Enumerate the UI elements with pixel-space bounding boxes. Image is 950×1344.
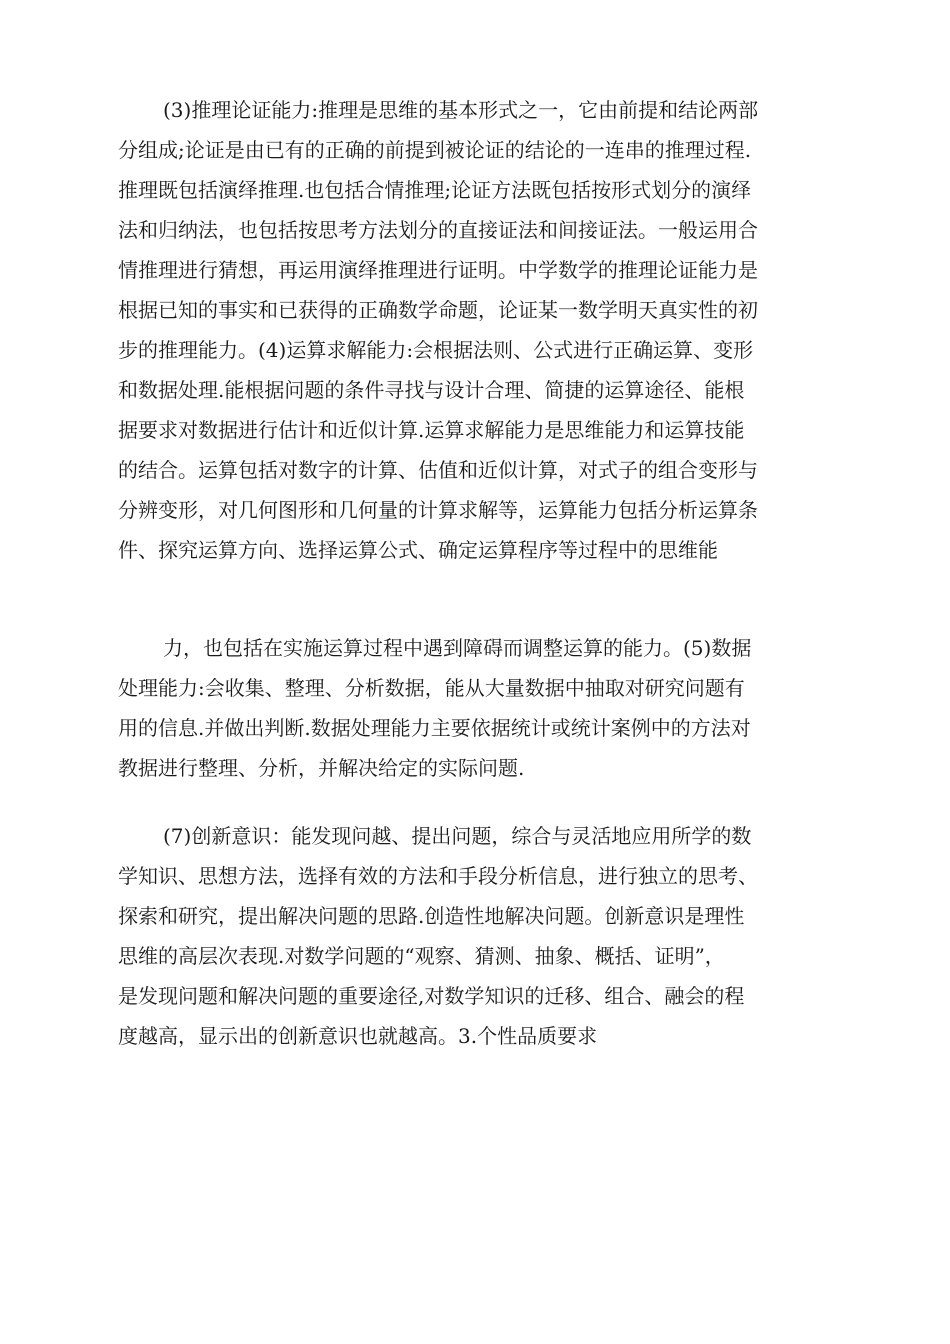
text-line: 思维的高层次表现.对数学问题的“观察、猜测、抽象、概括、证明”，: [118, 944, 725, 968]
text-line: 分辨变形，对几何图形和几何量的计算求解等，运算能力包括分析运算条: [118, 498, 758, 522]
paragraph-reasoning-computation: [118, 90, 838, 570]
text-line: 学知识、思想方法，选择有效的方法和手段分析信息，进行独立的思考、: [118, 864, 758, 888]
text-line: 件、探究运算方向、选择运算公式、确定运算程序等过程中的思维能: [118, 538, 718, 562]
text-line: 法和归纳法，也包括按思考方法划分的直接证法和间接证法。一般运用合: [118, 218, 758, 242]
text-line: 步的推理能力。(4)运算求解能力:会根据法则、公式进行正确运算、变形: [118, 338, 754, 362]
text-line: 处理能力:会收集、整理、分析数据，能从大量数据中抽取对研究问题有: [118, 676, 745, 700]
text-line: 的结合。运算包括对数字的计算、估值和近似计算，对式子的组合变形与: [118, 458, 758, 482]
paragraph-innovation: [118, 816, 838, 1056]
paragraph-data-processing: [118, 628, 838, 788]
text-line: 是发现问题和解决问题的重要途径,对数学知识的迁移、组合、融会的程: [118, 984, 745, 1008]
text-line: 据要求对数据进行估计和近似计算.运算求解能力是思维能力和运算技能: [118, 418, 745, 442]
text-line: (7)创新意识：能发现问越、提出问题，综合与灵活地应用所学的数: [163, 824, 752, 848]
text-line: 教据进行整理、分析，并解决给定的实际问题.: [118, 756, 525, 780]
text-line: 情推理进行猜想，再运用演绎推理进行证明。中学数学的推理论证能力是: [118, 258, 758, 282]
text-line: 探索和研究，提出解决问题的思路.创造性地解决问题。创新意识是理性: [118, 904, 745, 928]
text-line: 和数据处理.能根据问题的条件寻找与设计合理、简捷的运算途径、能根: [118, 378, 745, 402]
text-line: (3)推理论证能力:推理是思维的基本形式之一，它由前提和结论两部: [163, 98, 759, 122]
text-line: 力，也包括在实施运算过程中遇到障碍而调整运算的能力。(5)数据: [163, 636, 752, 660]
text-line: 根据已知的事实和已获得的正确数学命题，论证某一数学明天真实性的初: [118, 298, 758, 322]
text-line: 分组成;论证是由已有的正确的前提到被论证的结论的一连串的推理过程.: [118, 138, 752, 162]
text-line: 用的信息.并做出判断.数据处理能力主要依据统计或统计案例中的方法对: [118, 716, 751, 740]
text-line: 度越高，显示出的创新意识也就越高。3.个性品质要求: [118, 1024, 598, 1048]
text-line: 推理既包括演绎推理.也包括合情推理;论证方法既包括按形式划分的演绎: [118, 178, 752, 202]
